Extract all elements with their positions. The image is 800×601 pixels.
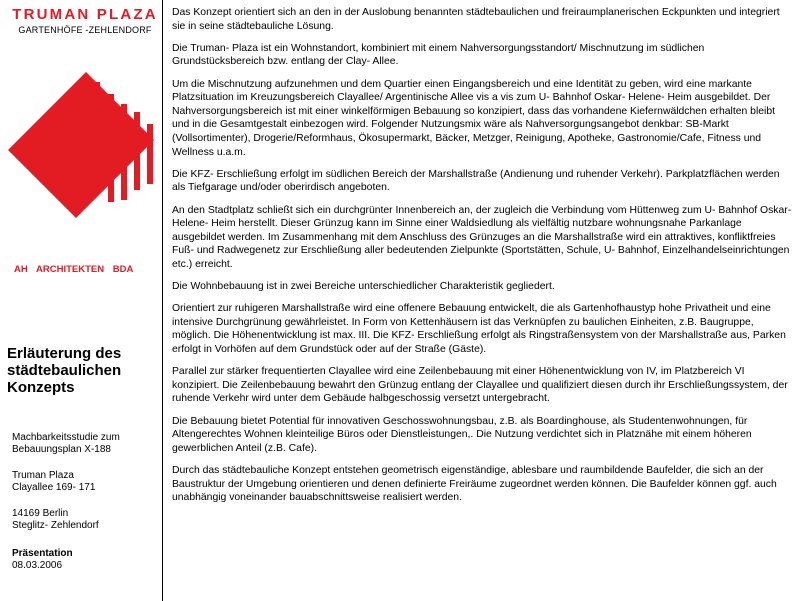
paragraph: Die Wohnbebauung ist in zwei Bereiche unterschiedlicher Charakteristik gegliedert. [172,281,555,293]
logo-icon [6,42,156,257]
presentation-info [12,548,157,571]
logo-bar-4 [134,112,140,190]
address-line: Clayallee 169- 171 [12,481,96,493]
presentation-label: Präsentation [12,548,73,559]
study-line: Machbarkeitsstudie zum [12,432,120,443]
logo-square [8,72,154,218]
paragraph: Durch das städtebauliche Konzept entstehen geometrisch eigenständige, ablesbare und raumbildende Baufelder, die sich an der Baustruktur der Umgebung orientieren und denen definierte Freiräume zugeordnet werden können. Die Baufelder können ggf. auch unabhängig voneinander bauabschnittsweise realisiert werden. [172,464,777,504]
paragraph: An den Stadtplatz schließt sich ein durchgrünter Innenbereich an, der zugleich die Verbindung vom Hüttenweg zum U- Bahnhof Oskar- Helene- Heim herstellt. Dieser Grünzug kann im Sinne einer Waldsiedlung als vielfältig nutzbare wohnungsnahe Parkanlage ausgebildet werden. Im Zusammenhang mit dem Anschluss des Grünzuges an die Marshallstraße wird ein attraktives, konfliktfreies Fuß- und Radwegenetz zur Erschließung aller bedeutenden Zielpunkte (Sportstätten, Schule, U- Bahnhof, Einzelhandelseinrichtungen etc.) erreicht. [172,204,792,270]
paragraph: Die Bebauung bietet Potential für innovativen Geschosswohnungsbau, z.B. als Boardinghouse, als Studentenwohnungen, für Altengerechtes Wohnen kleinteilige Büros oder Dienstleistungen,. Die Nutzung verdichtet sich in Platznähe mit einem höheren gewerblichen Anteil (z.B. Cafe). [172,415,752,454]
logo-bar-5 [147,124,153,184]
sidebar [0,0,160,601]
logo-bar-1 [94,82,100,180]
city-info [12,508,157,531]
heading-line: Konzepts [7,379,75,396]
city-line: Steglitz- Zehlendorf [12,519,99,531]
paragraph: Die Truman- Plaza ist ein Wohnstandort, kombiniert mit einem Nahversorgungsstandort/ Mischnutzung im südlichen Grundstücksbereich bzw. entlang der Clay- Allee. [172,42,705,68]
study-info [12,432,157,455]
logo-bar-3 [121,104,127,200]
project-title: TRUMAN PLAZA [12,6,158,23]
paragraph: Um die Mischnutzung aufzunehmen und dem Quartier einen Eingangsbereich und eine Identität zu geben, wird eine markante Platzsituation im Kreuzungsbereich Clayallee/ Argentinische Allee vis a vis zum U- Bahnhof Oskar- Helene- Heim ausgebildet. Der Nahversorgungsbereich ist mit einer winkelförmigen Bebauung so konzipiert, dass das vorhandene Kiefernwäldchen erhalten bleibt und in die Gesamtgestalt einbezogen wird. Folgender Nutzungsmix wäre als Nahversorgungsangebot denkbar: SB-Markt (Vollsortimenter), Drogerie/Reformhaus, Ökosupermarkt, Bäcker, Metzger, Reinigung, Apotheke, Gastronomie/Cafe, Fitness und Wellness u.a.m. [172,78,776,158]
main-text [172,6,792,513]
heading-line: städtebaulichen [7,362,122,379]
presentation-date: 08.03.2006 [12,559,63,571]
address-info [12,470,157,493]
paragraph: Die KFZ- Erschließung erfolgt im südlichen Bereich der Marshallstraße (Andienung und ruhender Verkehr). Parkplatzflächen werden als Tiefgarage und/oder oberirdisch angeboten. [172,168,780,194]
architect-firm: AH ARCHITEKTEN BDA [14,264,134,275]
paragraph: Orientiert zur ruhigeren Marshallstraße wird eine offenere Bebauung entwickelt, die als Gartenhofhaustyp hohe Privatheit und eine intensive Durchgrünung gewährleistet. In Form von Kettenhäusern ist das Verknüpfen zu baulichen Einheiten, z.B. Baugruppe, möglich. Die Höhenentwicklung ist max. III. Die KFZ- Erschließung erfolgt als Ringstraßensystem von der Marshallstraße aus, Parken erfolgt in Vorhöfen auf dem Grundstück oder auf der Straße (Gäste). [172,303,786,356]
city-line: 14169 Berlin [12,508,69,519]
vertical-divider [162,0,163,601]
study-line: Bebauungsplan X-188 [12,443,111,455]
paragraph: Das Konzept orientiert sich an den in der Auslobung benannten städtebaulichen und freiraumplanerischen Eckpunkten und integriert sie in seine städtebauliche Lösung. [172,7,780,32]
heading-line: Erläuterung des [7,345,122,362]
address-line: Truman Plaza [12,470,74,481]
page-heading [7,345,157,396]
project-subtitle: GARTENHÖFE -ZEHLENDORF [18,25,152,35]
paragraph: Parallel zur stärker frequentierten Clayallee wird eine Zeilenbebauung mit einer Höhenentwicklung von IV, im Platzbereich VI konzipiert. Die Zeilenbebauung bewahrt den Grünzug entlang der Clayallee und qualifiziert diesen durch ihr Erschließungssystem, der ruhende Verkehr wird unter dem Gebäude halbgeschossig versetzt untergebracht. [172,366,788,405]
logo-bar-2 [108,94,114,202]
